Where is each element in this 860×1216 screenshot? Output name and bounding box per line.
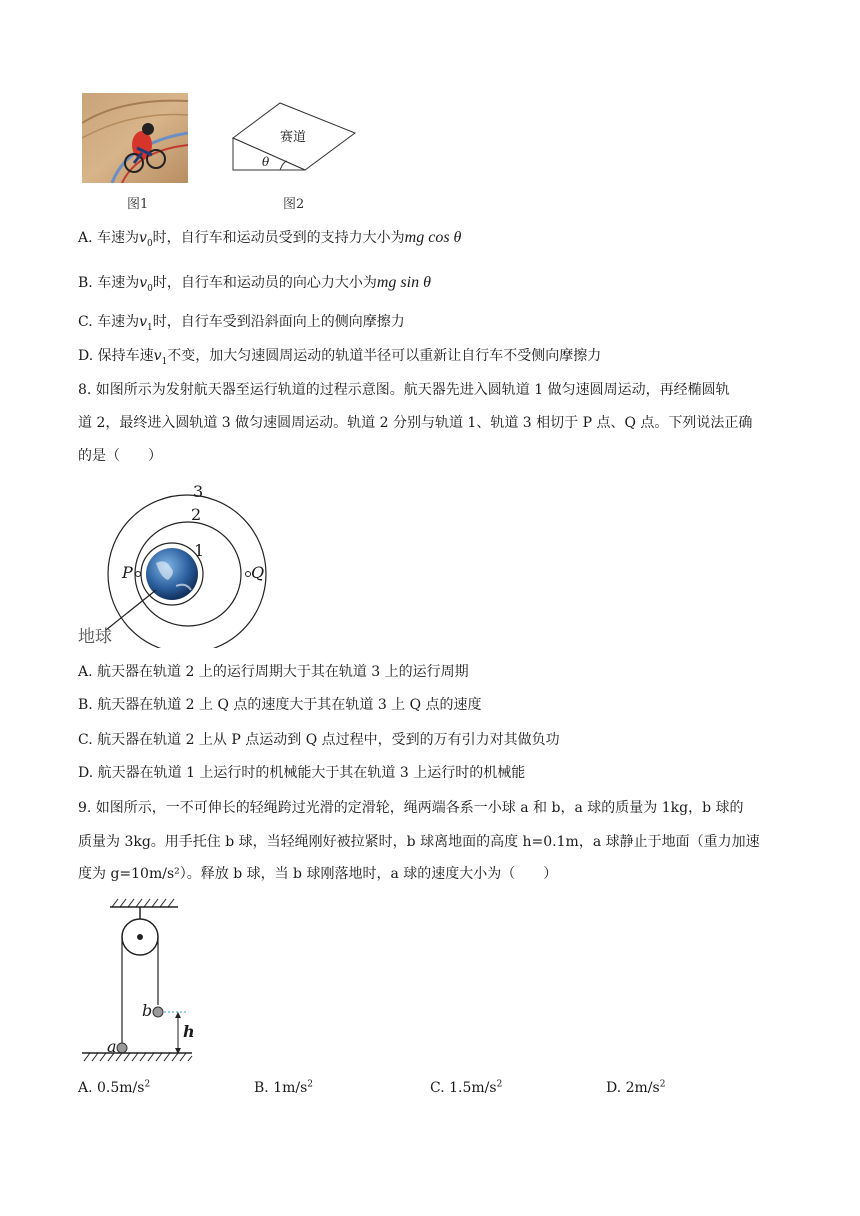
ball-b-label: b <box>142 1001 153 1020</box>
height-label: h <box>183 1022 195 1041</box>
point-p <box>136 572 141 577</box>
point-q-label: Q <box>251 563 265 582</box>
q7-option-a: A. 车速为$v_0$时，自行车和运动员受到的支持力大小为mg cos θ <box>78 229 462 249</box>
q9-stem-line-1: 9. 如图所示，一不可伸长的轻绳跨过光滑的定滑轮，绳两端各系一小球 a 和 b，a 球的质量为 1kg，b 球的 <box>78 800 744 816</box>
earth-pointer-line <box>106 590 156 630</box>
q9-option-c: C. $1.5m/s^2$ <box>430 1079 503 1096</box>
track-label: 赛道 <box>280 130 307 145</box>
earth-label: 地球 <box>78 627 112 647</box>
q7-option-b: B. 车速为$v_0$时，自行车和运动员的向心力大小为mg sin θ <box>78 274 431 294</box>
q9-stem-line-2: 质量为 3kg。用手托住 b 球，当轻绳刚好被拉紧时，b 球离地面的高度 h=0.1m，a 球静止于地面（重力加速 <box>78 834 760 850</box>
q8-option-b: B. 航天器在轨道 2 上 Q 点的速度大于其在轨道 3 上 Q 点的速度 <box>78 697 482 713</box>
orbit-label-1: 1 <box>194 541 205 560</box>
figure-1-photo <box>82 93 188 183</box>
q9-option-d: D. $2m/s^2$ <box>606 1079 666 1096</box>
orbit-label-2: 2 <box>191 505 202 524</box>
ball-a <box>117 1043 127 1053</box>
cyclist-image <box>82 93 188 183</box>
q8-stem-line-1: 8. 如图所示为发射航天器至运行轨道的过程示意图。航天器先进入圆轨道 1 做匀速圆周运动，再经椭圆轨 <box>78 382 730 398</box>
point-p-label: P <box>122 563 133 582</box>
ball-b <box>153 1007 163 1017</box>
q8-stem-line-3: 的是（ ） <box>78 448 162 464</box>
q8-option-c: C. 航天器在轨道 2 上从 P 点运动到 Q 点过程中，受到的万有引力对其做负功 <box>78 732 560 748</box>
q8-option-d: D. 航天器在轨道 1 上运行时的机械能大于其在轨道 3 上运行时的机械能 <box>78 765 526 781</box>
q8-stem-line-2: 道 2，最终进入圆轨道 3 做匀速圆周运动。轨道 2 分别与轨道 1、轨道 3 相切于 P 点、Q 点。下列说法正确 <box>78 415 753 431</box>
q7-option-c: C. 车速为$v_1$时，自行车受到沿斜面向上的侧向摩擦力 <box>78 314 405 333</box>
q7-option-d: D. 保持车速$v_1$不变，加大匀速圆周运动的轨道半径可以重新让自行车不受侧向摩擦力 <box>78 348 602 367</box>
q8-option-a: A. 航天器在轨道 2 上的运行周期大于其在轨道 3 上的运行周期 <box>78 664 469 680</box>
q9-option-b: B. $1m/s^2$ <box>254 1079 314 1096</box>
q9-option-a: A. $0.5m/s^2$ <box>78 1079 151 1096</box>
ball-a-label: a <box>107 1037 117 1056</box>
theta-label: θ <box>262 155 270 169</box>
q9-stem-line-3: 度为 g=10m/s²）。释放 b 球，当 b 球刚落地时，a 球的速度大小为（ ） <box>78 866 558 882</box>
pulley-diagram <box>78 895 198 1065</box>
point-q <box>246 572 251 577</box>
orbit-label-3: 3 <box>193 482 204 501</box>
figure-2-caption: 图2 <box>283 197 305 212</box>
figure-1-caption: 图1 <box>127 197 149 212</box>
